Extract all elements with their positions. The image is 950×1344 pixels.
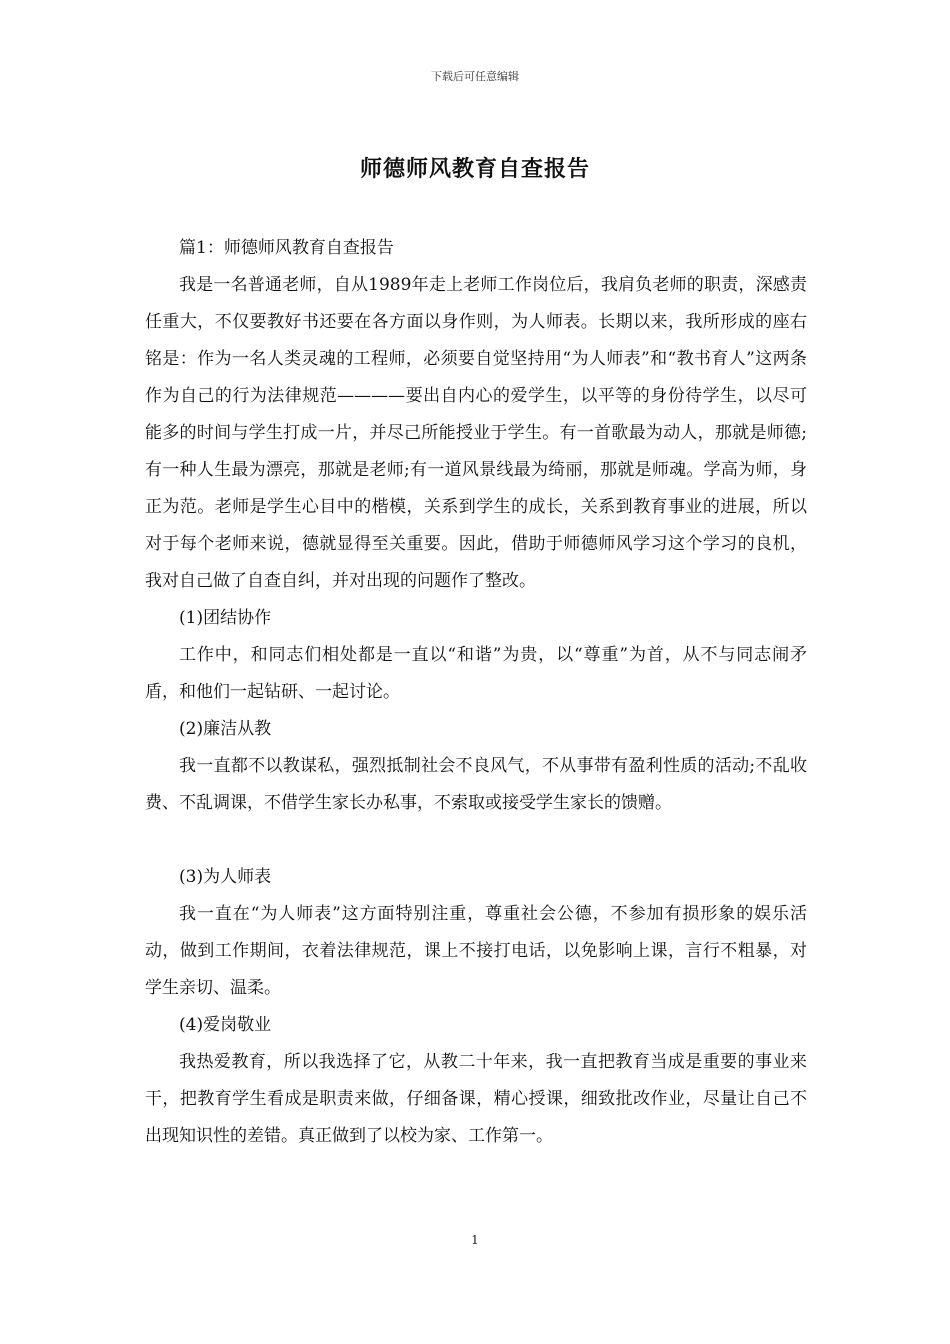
paragraph-teamwork: 工作中，和同志们相处都是一直以“和谐”为贵，以“尊重”为首，从不与同志闹矛盾，和他们一起钻研、一起讨论。	[145, 645, 807, 702]
paragraph-integrity: 我一直都不以教谋私，强烈抵制社会不良风气，不从事带有盈利性质的活动;不乱收费、不乱调课，不借学生家长办私事，不索取或接受学生家长的馈赠。	[145, 756, 807, 813]
document-title: 师德师风教育自查报告	[359, 157, 590, 182]
paragraph-dedication: 我热爱教育，所以我选择了它，从教二十年来，我一直把教育当成是重要的事业来干，把教育学生看成是职责来做，仔细备课，精心授课，细致批改作业，尽量让自己不出现知识性的差错。真正做到了以校为家、工作第一。	[145, 1052, 807, 1146]
document-body	[145, 230, 807, 1155]
paragraph-intro: 我是一名普通老师，自从1989年走上老师工作岗位后，我肩负老师的职责，深感责任重大，不仅要教好书还要在各方面以身作则，为人师表。长期以来，我所形成的座右铭是：作为一名人类灵魂的工程师，必须要自觉坚持用“为人师表”和“教书育人”这两条作为自己的行为法律规范————要出自内心的爱学生，以平等的身份待学生，以尽可能多的时间与学生打成一片，并尽己所能授业于学生。有一首歌最为动人，那就是师德;有一种人生最为漂亮，那就是老师;有一道风景线最为绮丽，那就是师魂。学高为师，身正为范。老师是学生心目中的楷模，关系到学生的成长，关系到教育事业的进展，所以对于每个老师来说，德就显得至关重要。因此，借助于师德师风学习这个学习的良机，我对自己做了自查自纠，并对出现的问题作了整改。	[145, 275, 807, 591]
paragraph-role-model: 我一直在“为人师表”这方面特别注重，尊重社会公德，不参加有损形象的娱乐活动，做到工作期间，衣着法律规范，课上不接打电话，以免影响上课，言行不粗暴，对学生亲切、温柔。	[145, 904, 807, 998]
header-note: 下载后可任意编辑	[431, 70, 519, 83]
page-number: 1	[471, 1233, 479, 1247]
subheading-teamwork: (1)团结协作	[179, 608, 272, 628]
blank-line	[145, 822, 807, 859]
subheading-role-model: (3)为人师表	[179, 867, 272, 887]
subheading-dedication: (4)爱岗敬业	[179, 1015, 272, 1035]
subheading-integrity: (2)廉洁从教	[179, 719, 272, 739]
section-heading: 篇1：师德师风教育自查报告	[179, 238, 394, 258]
